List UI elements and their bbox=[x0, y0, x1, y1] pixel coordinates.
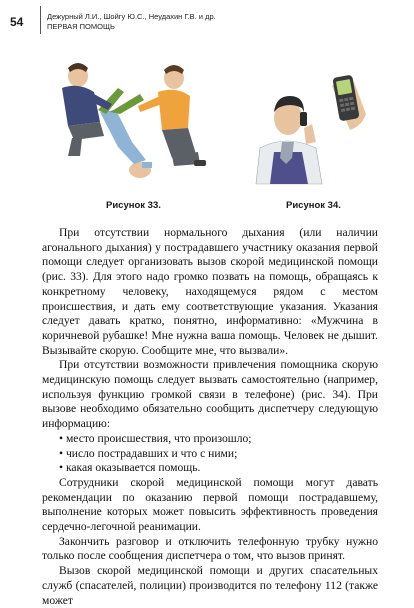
list-item: • какая оказывается помощь. bbox=[59, 461, 201, 475]
book-title: ПЕРВАЯ ПОМОЩЬ bbox=[47, 21, 115, 31]
paragraph: При отсутствии возможности привлечения помощника скорую медицинскую помощь следует вызвать самостоятельно (например, используя функцию громкой связи в телефоне) (рис. 34). При вызове необходимо обязательно сообщить диспетчеру следующую информацию: bbox=[42, 358, 378, 431]
paragraph: Закончить разговор и отключить телефонную трубку нужно только после сообщения диспетчера о том, что вызов принят. bbox=[42, 534, 378, 563]
figure-34-caption: Рисунок 34. bbox=[286, 200, 341, 211]
paragraph: Сотрудники скорой медицинской помощи могут давать рекомендации по оказанию первой помощи пострадавшему, выполнение которых может повысить эффективность проведения сердечно-легочной реанимации. bbox=[42, 475, 378, 534]
page-header bbox=[0, 0, 414, 36]
info-list bbox=[42, 432, 378, 476]
header-divider bbox=[40, 6, 41, 34]
figure-33-illustration bbox=[48, 52, 218, 182]
paragraph: При отсутствии нормального дыхания (или наличии агонального дыхания) у пострадавшего участнику оказания первой помощи следует организовать вызов скорой медицинской помощи (рис. 33). Для этого надо громко позвать на помощь, обращаясь к конкретному человеку, находящемуся рядом с местом происшествия, и дать ему соответствующие указания. Указания следует давать кратко, понятно, информативно: «Мужчина в коричневой рубашке! Мне нужна ваша помощь. Человек не дышит. Вызывайте скорую. Сообщите мне, что вызвали». bbox=[42, 226, 378, 357]
paragraph: Вызов скорой медицинской помощи и других спасательных служб (спасателей, полиции) производится по телефону 112 (также может bbox=[42, 564, 378, 607]
helper-right-figure bbox=[138, 65, 206, 166]
authors-line: Дежурный Л.И., Шойгу Ю.С., Неудахин Г.В. и др. bbox=[47, 12, 216, 21]
list-item: • число пострадавших и что с ними; bbox=[59, 446, 238, 460]
body-text bbox=[42, 226, 378, 608]
caller-figure bbox=[256, 96, 322, 184]
phone-closeup bbox=[332, 75, 366, 130]
figure-33-caption: Рисунок 33. bbox=[106, 200, 161, 211]
figure-34-illustration bbox=[246, 72, 376, 184]
list-item: • место происшествия, что произошло; bbox=[59, 431, 252, 445]
running-head bbox=[47, 12, 216, 31]
page-number: 54 bbox=[10, 15, 24, 29]
